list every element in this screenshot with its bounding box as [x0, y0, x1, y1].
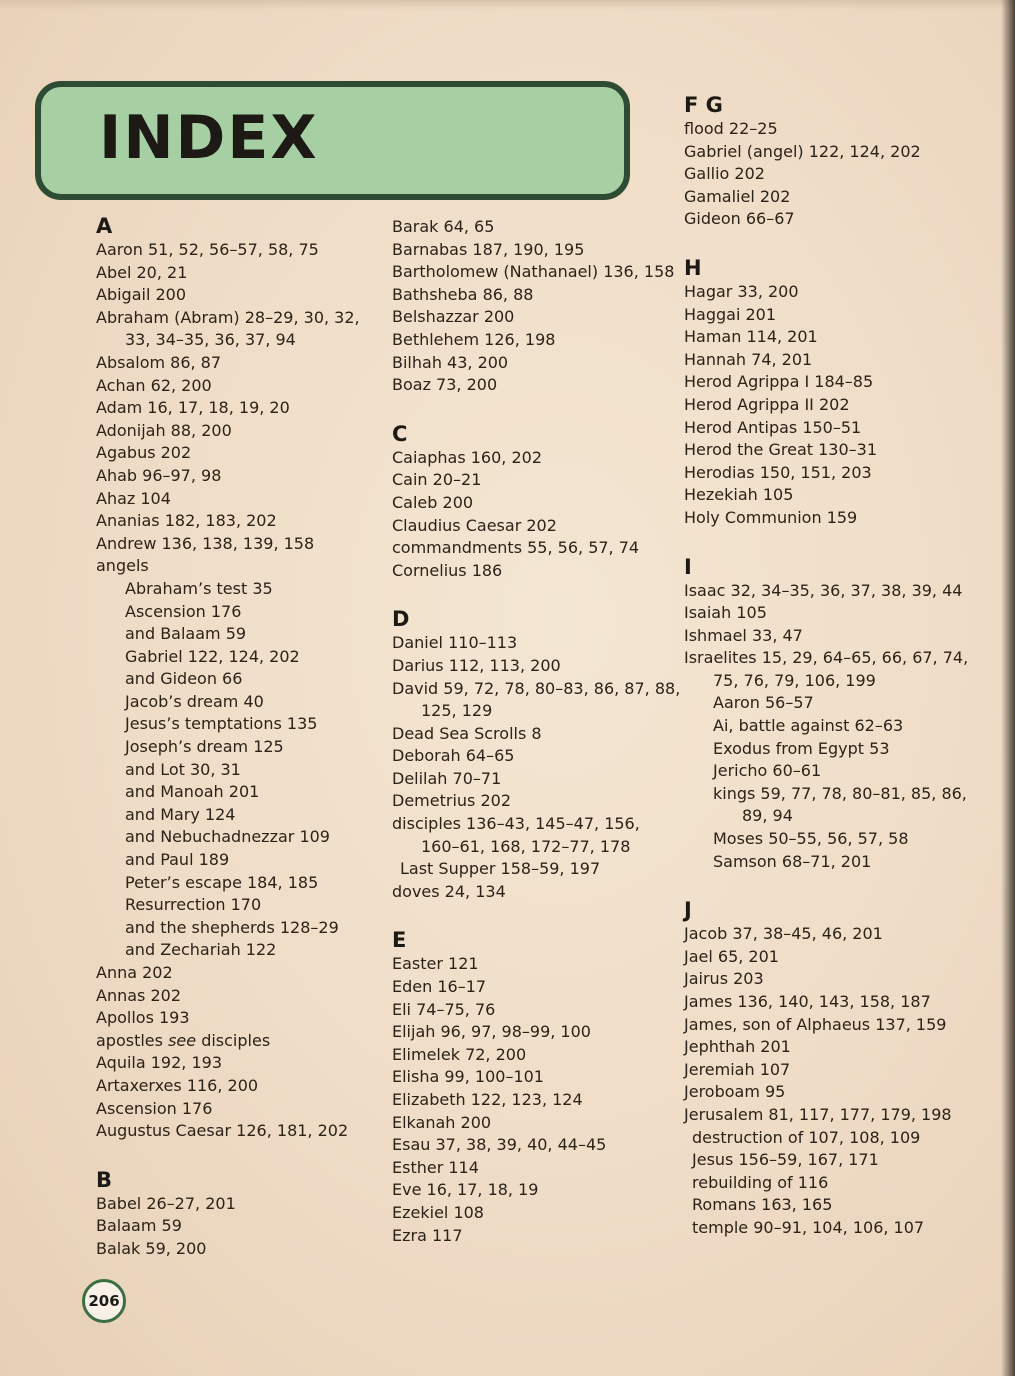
index-entry: Hezekiah 105: [684, 485, 794, 505]
index-entry: Delilah 70–71: [392, 768, 502, 788]
section-letter: C: [392, 421, 408, 446]
index-entry: Ai, battle against 62–63: [713, 716, 904, 736]
index-entry: Gabriel 122, 124, 202: [125, 646, 300, 666]
index-entry: Haggai 201: [684, 304, 777, 324]
index-entry: Jephthah 201: [684, 1037, 791, 1057]
index-entry: Cornelius 186: [392, 560, 503, 580]
index-entry: Ascension 176: [125, 601, 242, 621]
index-entry: Ahab 96–97, 98: [96, 465, 222, 485]
index-section: [392, 927, 692, 1247]
index-entry: temple 90–91, 104, 106, 107: [692, 1217, 925, 1237]
index-section: [96, 1167, 396, 1261]
index-entry: Aaron 51, 52, 56–57, 58, 75: [96, 240, 319, 259]
index-entry: Jacob 37, 38–45, 46, 201: [684, 924, 883, 944]
index-entry: Caleb 200: [392, 492, 474, 512]
index-entry: Demetrius 202: [392, 791, 511, 811]
index-entry: and Nebuchadnezzar 109: [125, 827, 330, 847]
index-entry: Gamaliel 202: [684, 186, 791, 206]
index-entry: Claudius Caesar 202: [392, 515, 557, 535]
index-entry: Bilhah 43, 200: [392, 352, 509, 372]
see-reference-italic: see: [168, 1030, 197, 1050]
index-entry: Herod Agrippa I 184–85: [684, 372, 874, 392]
index-entry-cross-reference: [96, 1030, 396, 1053]
index-entry: Annas 202: [96, 985, 181, 1005]
index-entry: destruction of 107, 108, 109: [692, 1127, 921, 1147]
page-number-badge: 206: [82, 1279, 126, 1323]
index-entry: Darius 112, 113, 200: [392, 655, 561, 675]
index-entry: Bartholomew (Nathanael) 136, 158: [392, 262, 675, 282]
index-entry: and Paul 189: [125, 850, 230, 870]
index-entry: Boaz 73, 200: [392, 375, 498, 395]
index-entry: Bethlehem 126, 198: [392, 329, 556, 349]
index-entry: disciples 136–43, 145–47, 156,: [392, 814, 640, 834]
index-entry: Jael 65, 201: [684, 946, 779, 966]
page-binding-shadow: [1001, 0, 1015, 1376]
index-entry: Barnabas 187, 190, 195: [392, 239, 585, 259]
section-letter: E: [392, 928, 407, 953]
index-entry: Herod the Great 130–31: [684, 440, 878, 460]
index-entry: Jericho 60–61: [713, 761, 822, 781]
index-entry: Babel 26–27, 201: [96, 1193, 236, 1213]
index-entry: Cain 20–21: [392, 470, 482, 490]
index-entry: Daniel 110–113: [392, 633, 518, 653]
index-entry: Isaac 32, 34–35, 36, 37, 38, 39, 44: [684, 580, 963, 600]
index-entry: Esau 37, 38, 39, 40, 44–45: [392, 1135, 607, 1155]
index-entry: Abraham’s test 35: [125, 578, 273, 598]
index-entry: Ananias 182, 183, 202: [96, 511, 277, 531]
index-section: [684, 554, 984, 874]
section-letter: B: [96, 1167, 113, 1192]
index-entry: 160–61, 168, 172–77, 178: [421, 836, 631, 856]
index-entry: Jesus 156–59, 167, 171: [692, 1150, 879, 1170]
index-entry: Barak 64, 65: [392, 217, 495, 236]
index-entry: rebuilding of 116: [692, 1172, 829, 1192]
index-entry: Achan 62, 200: [96, 375, 212, 395]
page-top-edge: [0, 0, 1015, 10]
index-entry: Herod Antipas 150–51: [684, 417, 862, 437]
index-entry: Abraham (Abram) 28–29, 30, 32,: [96, 307, 360, 327]
index-entry: Peter’s escape 184, 185: [125, 872, 319, 892]
index-entry: Adam 16, 17, 18, 19, 20: [96, 398, 290, 418]
index-entry: Jeroboam 95: [684, 1082, 786, 1102]
index-entry: Artaxerxes 116, 200: [96, 1075, 259, 1095]
index-entry: Balaam 59: [96, 1216, 182, 1236]
index-entry: Ahaz 104: [96, 488, 171, 508]
index-entry: Haman 114, 201: [684, 327, 818, 347]
index-entry: Agabus 202: [96, 443, 192, 463]
index-entry: and Gideon 66: [125, 669, 243, 689]
index-entry: Dead Sea Scrolls 8: [392, 723, 542, 743]
index-entry: and Zechariah 122: [125, 940, 277, 960]
index-entry: Jesus’s temptations 135: [125, 714, 318, 734]
index-entry: Andrew 136, 138, 139, 158: [96, 533, 315, 553]
section-letter: D: [392, 607, 410, 632]
index-entry: Augustus Caesar 126, 181, 202: [96, 1121, 349, 1141]
index-entry: Last Supper 158–59, 197: [400, 859, 601, 879]
index-entry: and the shepherds 128–29: [125, 917, 339, 937]
index-section: [392, 606, 692, 903]
index-entry: and Manoah 201: [125, 782, 260, 802]
index-entry: Ishmael 33, 47: [684, 625, 803, 645]
index-entry: James 136, 140, 143, 158, 187: [684, 992, 931, 1011]
index-entry: Ezra 117: [392, 1225, 463, 1245]
index-entry: Easter 121: [392, 954, 479, 974]
index-entry: Isaiah 105: [684, 603, 767, 623]
index-entry: Herod Agrippa II 202: [684, 394, 850, 414]
index-entry: Eve 16, 17, 18, 19: [392, 1180, 539, 1200]
index-section: [684, 92, 984, 231]
section-letter: H: [684, 255, 702, 280]
index-entry: Herodias 150, 151, 203: [684, 462, 872, 482]
index-entry: Elizabeth 122, 123, 124: [392, 1090, 583, 1109]
section-letter: I: [684, 554, 692, 579]
index-entry: Israelites 15, 29, 64–65, 66, 67, 74,: [684, 648, 969, 668]
index-entry: flood 22–25: [684, 119, 778, 138]
index-entry: Abigail 200: [96, 285, 187, 305]
entry-text: apostles: [96, 1030, 169, 1050]
index-entry: Bathsheba 86, 88: [392, 284, 534, 304]
index-entry: Apollos 193: [96, 1008, 190, 1028]
index-entry: 33, 34–35, 36, 37, 94: [125, 330, 296, 350]
index-entry: 75, 76, 79, 106, 199: [713, 670, 876, 690]
index-entry: Elisha 99, 100–101: [392, 1067, 544, 1087]
index-entry: Absalom 86, 87: [96, 352, 222, 372]
index-entry: kings 59, 77, 78, 80–81, 85, 86,: [713, 783, 967, 803]
index-entry: angels: [96, 556, 149, 576]
index-entry: Exodus from Egypt 53: [713, 738, 890, 758]
index-entry: James, son of Alphaeus 137, 159: [684, 1014, 947, 1034]
index-entry: Balak 59, 200: [96, 1238, 207, 1258]
index-entry: Jerusalem 81, 117, 177, 179, 198: [684, 1104, 952, 1124]
index-entry: doves 24, 134: [392, 881, 506, 901]
index-entry: Elijah 96, 97, 98–99, 100: [392, 1022, 591, 1042]
index-entry: 125, 129: [421, 701, 493, 721]
index-entry: Romans 163, 165: [692, 1195, 833, 1215]
index-entry: Gallio 202: [684, 164, 765, 184]
index-section: [684, 897, 984, 1239]
index-entry: Anna 202: [96, 963, 173, 982]
index-entry: Ezekiel 108: [392, 1202, 484, 1222]
index-entry: commandments 55, 56, 57, 74: [392, 538, 640, 558]
index-section: [392, 421, 692, 583]
index-entry: Ascension 176: [96, 1098, 213, 1118]
section-letter: J: [684, 898, 692, 923]
index-entry: Esther 114: [392, 1157, 479, 1177]
index-entry: 89, 94: [742, 806, 793, 826]
index-entry: David 59, 72, 78, 80–83, 86, 87, 88,: [392, 678, 681, 698]
index-entry: Hannah 74, 201: [684, 349, 813, 369]
index-entry: Joseph’s dream 125: [125, 737, 284, 757]
index-entry: Elkanah 200: [392, 1112, 492, 1132]
index-section: [392, 216, 692, 397]
page-title: INDEX: [99, 103, 319, 173]
index-title-banner: [35, 81, 630, 200]
section-letter: A: [96, 214, 113, 238]
index-entry: Jacob’s dream 40: [125, 691, 264, 711]
index-entry: and Mary 124: [125, 804, 236, 824]
index-entry: Samson 68–71, 201: [713, 851, 872, 871]
index-entry: Aquila 192, 193: [96, 1053, 222, 1073]
index-entry: and Balaam 59: [125, 624, 247, 644]
index-entry: Gideon 66–67: [684, 209, 795, 229]
index-entry: Eli 74–75, 76: [392, 999, 496, 1019]
index-entry: Moses 50–55, 56, 57, 58: [713, 829, 909, 849]
index-entry: Hagar 33, 200: [684, 281, 799, 301]
index-entry: Holy Communion 159: [684, 507, 858, 527]
index-entry: Adonijah 88, 200: [96, 420, 232, 440]
index-section: [684, 255, 984, 530]
index-entry: Jairus 203: [684, 969, 764, 989]
index-entry: and Lot 30, 31: [125, 759, 241, 779]
index-column-1: [96, 213, 396, 1261]
index-entry: Resurrection 170: [125, 895, 262, 915]
index-entry: Deborah 64–65: [392, 746, 515, 766]
index-entry: Abel 20, 21: [96, 262, 188, 282]
index-entry: Aaron 56–57: [713, 693, 814, 713]
index-section: [96, 213, 396, 1143]
index-entry: Eden 16–17: [392, 977, 487, 997]
section-letter: F G: [684, 93, 723, 117]
index-entry: Elimelek 72, 200: [392, 1044, 527, 1064]
index-entry: Caiaphas 160, 202: [392, 447, 542, 467]
index-entry: Gabriel (angel) 122, 124, 202: [684, 141, 921, 161]
index-column-3: [684, 92, 984, 1240]
index-entry: Belshazzar 200: [392, 307, 515, 327]
entry-text: disciples: [196, 1030, 271, 1050]
index-column-2: [392, 216, 692, 1247]
index-entry: Jeremiah 107: [684, 1059, 791, 1079]
